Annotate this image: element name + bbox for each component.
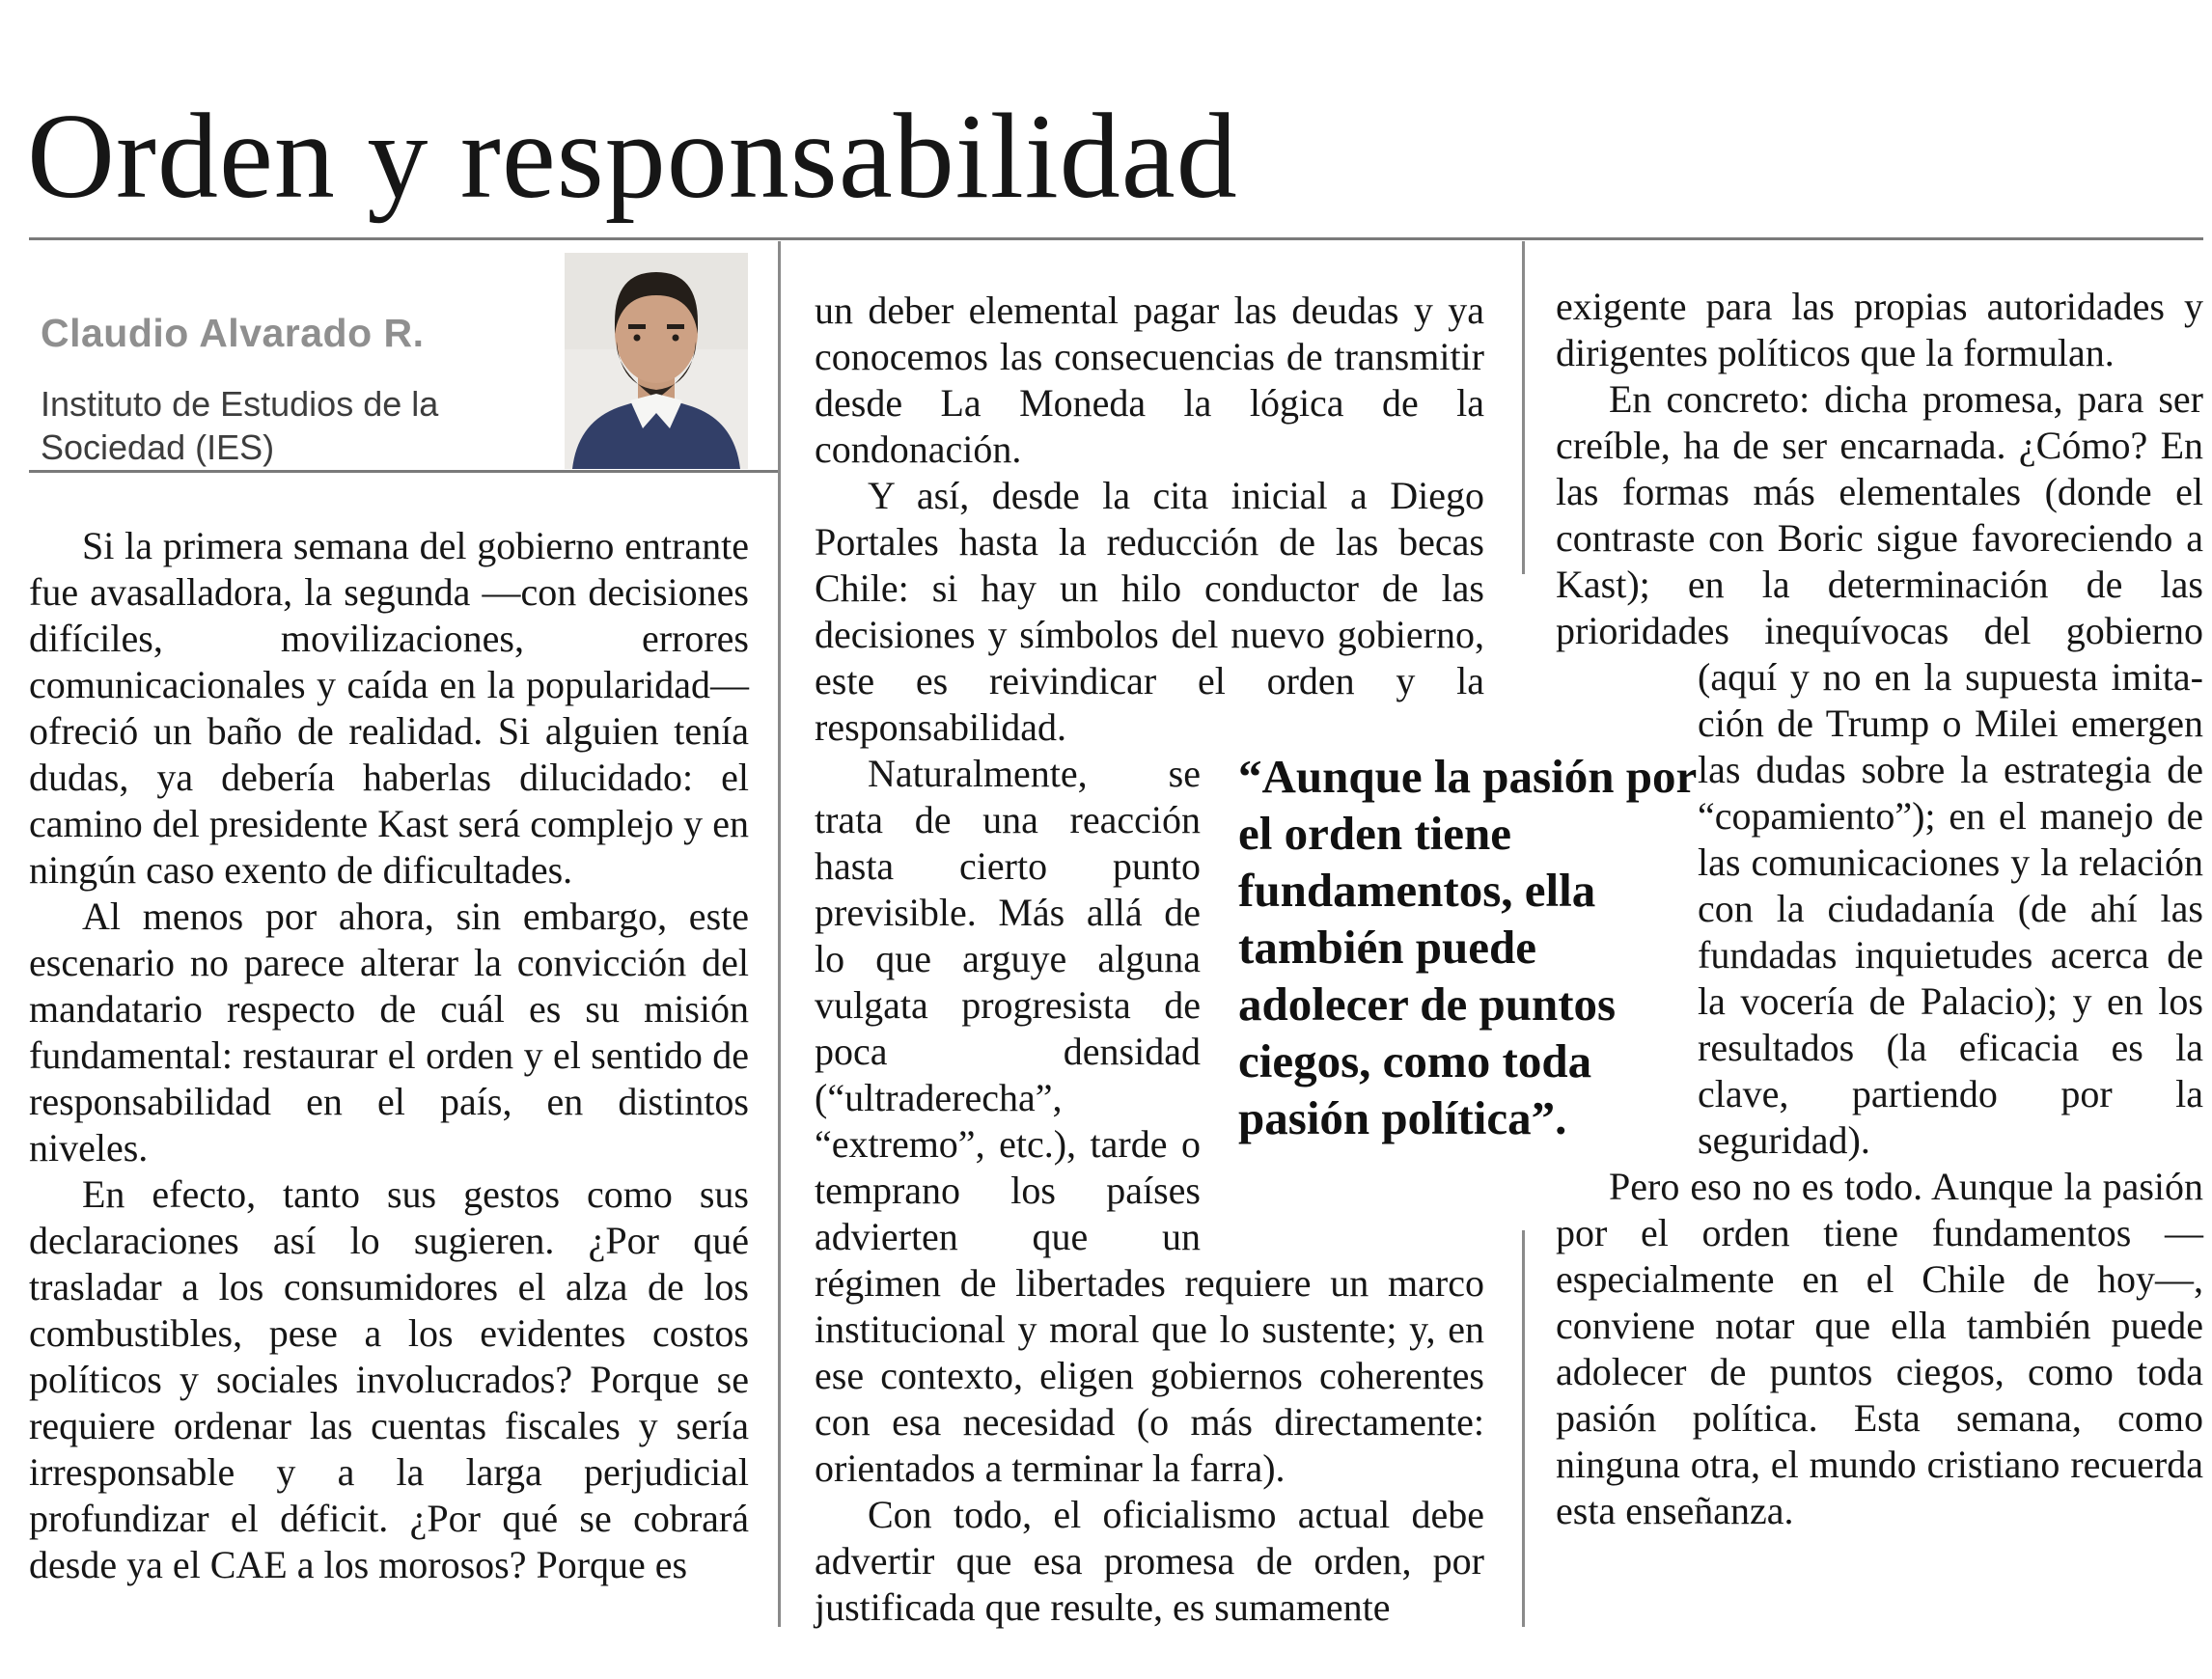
author-photo: [565, 253, 748, 469]
column-divider-2-upper: [1522, 241, 1525, 574]
body-column-1: [29, 523, 749, 1588]
column-divider-1: [778, 241, 781, 1627]
paragraph-text: En concreto: dicha promesa, para ser creíble, ha de ser encarnada. ¿Cómo? En las formas más elementales (donde el contraste con Boric sigue favoreciendo a Kast); en la determinación de las prioridades inequívocas del gobierno (aquí y no en la supuesta imita-: [1556, 377, 2203, 699]
paragraph: Al menos por ahora, sin embargo, este escenario no parece alterar la convicción del mandatario respecto de cuál es su misión fundamental: restaurar el orden y el sentido de responsabilidad en el país, en distintos niveles.: [29, 895, 749, 1170]
paragraph-text: Naturalmente, se trata de una reacción hasta cierto punto previsible. Más allá de lo que arguye alguna vulgata progresista de poca densidad (“ultraderecha”, “extremo”, etc.), tarde o temprano los países advierten que un régimen de libertades requiere un marco institucional y moral que lo sustente; y, en ese contexto, eligen gobiernos coherentes con esa necesidad (o más directamente: orientados a terminar la farra).: [815, 752, 1484, 1490]
paragraph: Con todo, el oficialismo actual debe advertir que esa promesa de orden, por justificada que resulte, es sumamente: [815, 1493, 1484, 1629]
paragraph: Si la primera semana del gobierno entrante fue avasalladora, la segunda —con decisiones difíciles, movilizaciones, errores comunicacionales y caída en la popularidad— ofreció un baño de realidad. Si alguien tenía dudas, ya debería haberlas dilucidado: el camino del presidente Kast será complejo y en ningún caso exento de dificultades.: [29, 524, 749, 892]
author-block-rule: [29, 470, 778, 473]
column-divider-2-lower: [1522, 1230, 1525, 1627]
paragraph: un deber elemental pagar las deudas y ya conocemos las consecuencias de transmitir desde La Moneda la lógica de la condonación.: [815, 289, 1484, 471]
paragraph: exigente para las propias autoridades y dirigentes políticos que la formulan.: [1556, 285, 2203, 374]
page-title: Orden y responsabilidad: [27, 90, 1238, 225]
paragraph: Y así, desde la cita inicial a Diego Portales hasta la reducción de las becas Chile: si hay un hilo conductor de las decisiones y símbolos del nuevo gobierno, este es reivindicar el orden y la responsabilidad.: [815, 474, 1484, 749]
author-name: Claudio Alvarado R.: [41, 311, 425, 355]
paragraph: Pero eso no es todo. Aunque la pasión por el orden tiene fundamentos —especialmente en el Chile de hoy—, conviene notar que ella también puede adolecer de puntos ciegos, como toda pasión política. Esta semana, como ninguna otra, el mundo cristiano recuerda esta enseñanza.: [1556, 1165, 2203, 1532]
paragraph-text: ción de Trump o Milei emergen las dudas sobre la estrategia de “copamiento”); en el manejo de las comunicaciones y la relación con la ciudadanía (de ahí las fundadas inquietudes acerca de la vocería de Palacio); y en los resultados (la eficacia es la clave, partiendo por la seguridad).: [1698, 702, 2203, 1162]
header-rule: [29, 237, 2203, 240]
paragraph: En efecto, tanto sus gestos como sus declaraciones así lo sugieren. ¿Por qué trasladar a los consumidores el alza de los combustibles, pese a los evidentes costos políticos y sociales involucrados? Porque se requiere ordenar las cuentas fiscales y sería irresponsable y a la larga perjudicial profundizar el déficit. ¿Por qué se cobrará desde ya el CAE a los morosos? Porque es: [29, 1172, 749, 1586]
pull-quote: “Aunque la pasión por el orden tiene fundamentos, ella también puede adolecer de puntos ciegos, como toda pasión política”.: [1238, 750, 1697, 1144]
author-affiliation: Instituto de Estudios de la Sociedad (IES): [41, 384, 439, 467]
